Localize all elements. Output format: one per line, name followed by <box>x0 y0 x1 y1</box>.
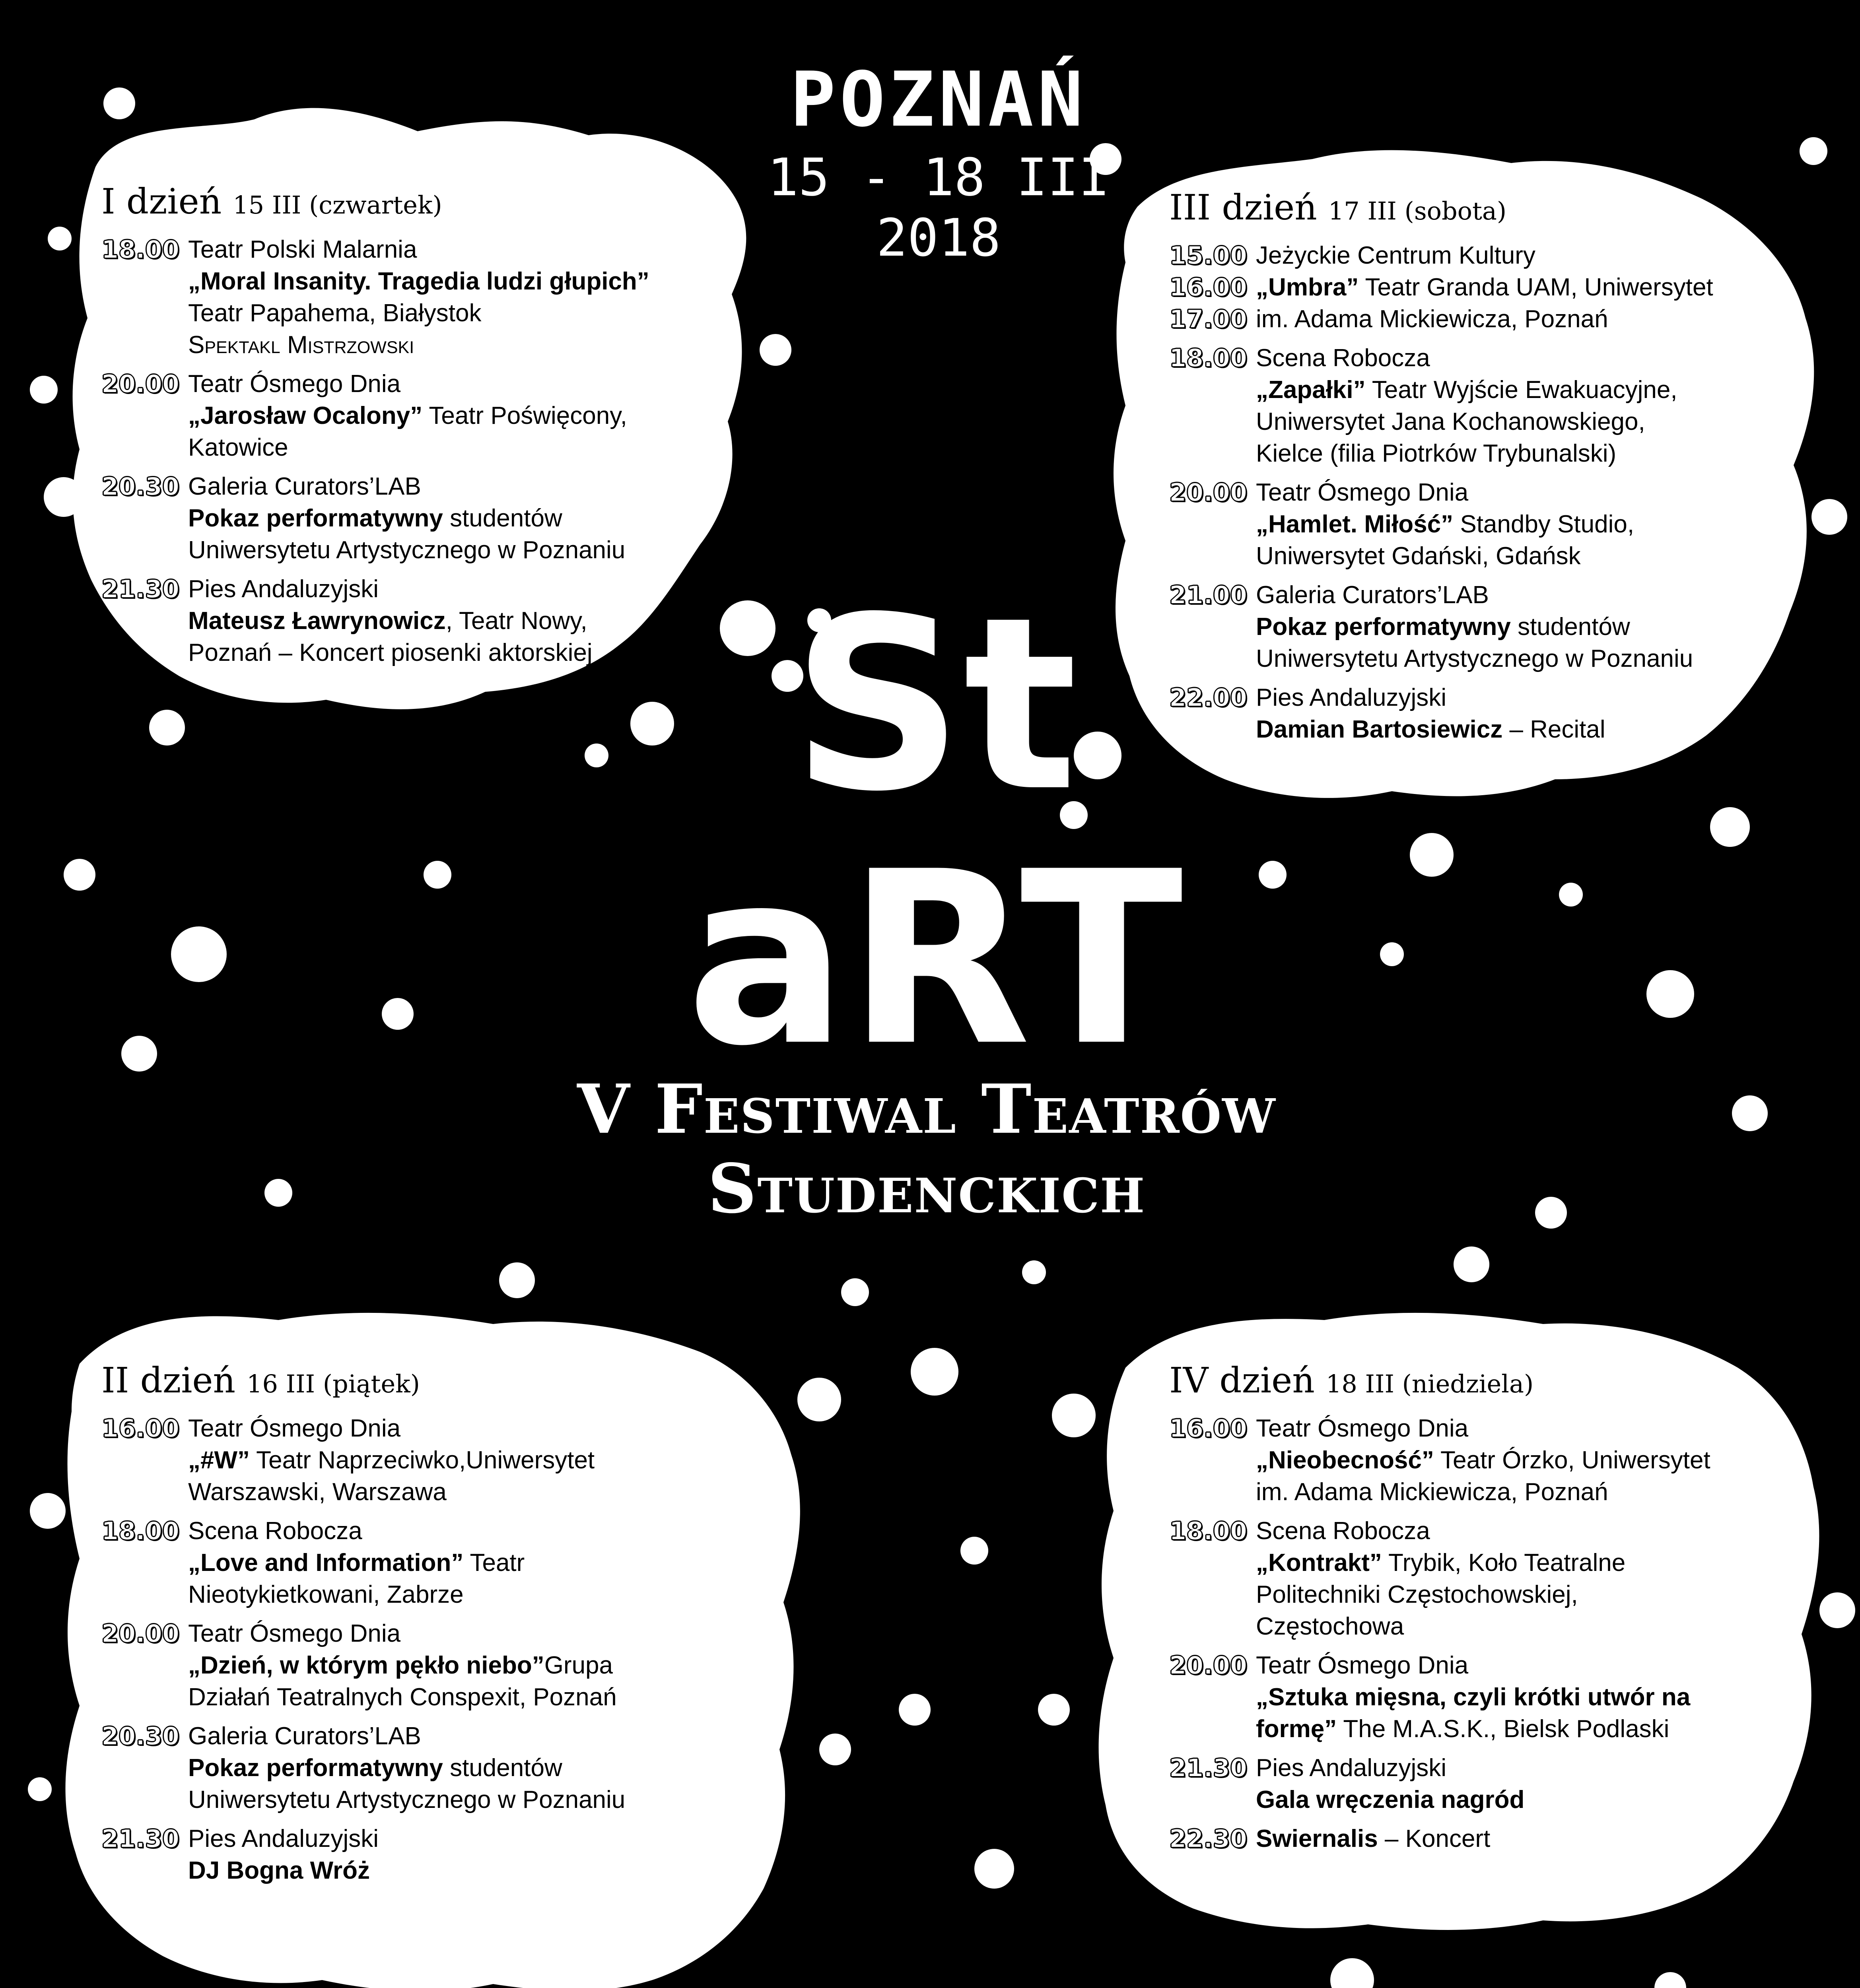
event-time: 21.30 <box>101 1824 180 1853</box>
event-venue: Teatr Ósmego Dnia <box>188 1415 401 1442</box>
event-venue: Pies Andaluzyjski <box>1256 1754 1447 1782</box>
day-title: II dzień <box>101 1360 236 1401</box>
event-title: „#W” <box>188 1446 250 1474</box>
event-venue: Scena Robocza <box>1256 344 1430 372</box>
event-city: Uniwersytetu Artystycznego w Poznaniu <box>1256 645 1693 672</box>
event-time: 21.00 <box>1169 580 1248 610</box>
logo-line1: St <box>791 566 1078 844</box>
event-city: im. Adama Mickiewicza, Poznań <box>1256 305 1608 333</box>
event-time: 16.00 <box>1169 273 1248 302</box>
event-time: 20.00 <box>1169 478 1248 507</box>
event-title: Damian Bartosiewicz <box>1256 716 1503 743</box>
event <box>101 573 738 669</box>
event-city: Katowice <box>188 434 288 461</box>
event-title-cont: formę” <box>1256 1715 1337 1743</box>
festival-name: V Festiwal Teatrów Studenckich <box>577 1070 1276 1229</box>
event-title: Pokaz performatywny <box>188 1754 443 1782</box>
event <box>1169 1752 1806 1816</box>
event-time: 20.30 <box>101 1722 180 1751</box>
start-logo <box>686 565 1183 1098</box>
event-city: Uniwersytet Gdański, Gdańsk <box>1256 542 1581 570</box>
festival-dates: 15 - 18 III 2018 <box>767 147 1110 268</box>
day-1-schedule <box>101 181 738 676</box>
event <box>101 234 738 361</box>
event-venue: Scena Robocza <box>188 1517 362 1545</box>
event-time: 21.30 <box>101 575 180 604</box>
event-time: 20.00 <box>1169 1651 1248 1680</box>
event <box>1169 1413 1806 1508</box>
event-group: Teatr Órzko, Uniwersytet <box>1434 1446 1710 1474</box>
day-subtitle: 17 III (sobota) <box>1328 196 1507 225</box>
day-subtitle: 16 III (piątek) <box>247 1369 420 1398</box>
day-title: III dzień <box>1169 187 1317 228</box>
event-title: „Moral Insanity. Tragedia ludzi głupich” <box>188 268 649 295</box>
event <box>1169 579 1806 675</box>
event-group: studentów <box>443 505 562 532</box>
event <box>1169 1650 1806 1745</box>
event-group: The M.A.S.K., Bielsk Podlaski <box>1337 1715 1670 1743</box>
day-title: I dzień <box>101 181 222 222</box>
event <box>1169 477 1806 572</box>
event-time: 16.00 <box>101 1414 180 1443</box>
event-time: 18.00 <box>1169 1516 1248 1545</box>
event-title: DJ Bogna Wróż <box>188 1857 370 1884</box>
event-title: „Hamlet. Miłość” <box>1256 511 1454 538</box>
day-3-schedule <box>1169 187 1806 753</box>
event-title: Swiernalis <box>1256 1825 1378 1852</box>
event-venue: Teatr Ósmego Dnia <box>1256 479 1469 506</box>
event-title: „Jarosław Ocalony” <box>188 402 423 429</box>
event-venue: Galeria Curators’LAB <box>188 473 421 500</box>
day-1-heading <box>101 181 738 222</box>
event <box>101 1618 738 1713</box>
day-4-schedule <box>1169 1360 1806 1862</box>
event-city: Działań Teatralnych Conspexit, Poznań <box>188 1683 617 1711</box>
event <box>101 1515 738 1611</box>
event-venue: Pies Andaluzyjski <box>1256 684 1447 711</box>
event-venue: Galeria Curators’LAB <box>188 1722 421 1750</box>
event-time: 18.00 <box>101 235 180 264</box>
event-group: Teatr Granda UAM, Uniwersytet <box>1359 274 1713 301</box>
event-title: „Nieobecność” <box>1256 1446 1434 1474</box>
day-2-schedule <box>101 1360 738 1894</box>
event-group: – Koncert <box>1378 1825 1491 1852</box>
event-city: Częstochowa <box>1256 1613 1404 1640</box>
event <box>101 1413 738 1508</box>
day-3-heading <box>1169 187 1806 228</box>
event-time: 15.00 <box>1169 241 1248 270</box>
event-title: „Dzień, w którym pękło niebo” <box>188 1652 544 1679</box>
event-time: 18.00 <box>101 1516 180 1545</box>
event-time: 18.00 <box>1169 344 1248 373</box>
event-city: Nieotykietkowani, Zabrze <box>188 1581 464 1608</box>
event-time: 17.00 <box>1169 305 1248 334</box>
logo-line2: aRT <box>686 820 1183 1098</box>
event-time: 20.00 <box>101 1619 180 1648</box>
event-group: Teatr <box>463 1549 525 1576</box>
event <box>1169 240 1806 335</box>
event-city: Uniwersytetu Artystycznego w Poznaniu <box>188 1786 626 1813</box>
event-group: Teatr Papahema, Białystok <box>188 299 482 327</box>
day-subtitle: 15 III (czwartek) <box>233 190 442 219</box>
event-group: , Teatr Nowy, <box>445 607 587 635</box>
event-university: Uniwersytet Jana Kochanowskiego, <box>1256 408 1645 435</box>
event <box>101 368 738 464</box>
event-venue: Teatr Ósmego Dnia <box>188 1620 401 1647</box>
event-times <box>1169 240 1256 335</box>
event <box>1169 1515 1806 1642</box>
event-title: Mateusz Ławrynowicz <box>188 607 446 635</box>
event-venue: Pies Andaluzyjski <box>188 575 379 603</box>
event-title: Pokaz performatywny <box>188 505 443 532</box>
event-group: Grupa <box>544 1652 613 1679</box>
event-city: Poznań – Koncert piosenki aktorskiej <box>188 639 593 666</box>
event-title: „Love and Information” <box>188 1549 464 1576</box>
event-group: Trybik, Koło Teatralne <box>1382 1549 1626 1576</box>
event-city: im. Adama Mickiewicza, Poznań <box>1256 1478 1608 1506</box>
event <box>1169 682 1806 746</box>
event-title: „Zapałki” <box>1256 376 1366 404</box>
event-venue: Teatr Ósmego Dnia <box>1256 1652 1469 1679</box>
event <box>101 1823 738 1887</box>
event-title: „Umbra” <box>1256 274 1359 301</box>
event <box>1169 342 1806 470</box>
event-time: 21.30 <box>1169 1753 1248 1782</box>
event-title: „Sztuka mięsna, czyli krótki utwór na <box>1256 1683 1691 1711</box>
event-city: Uniwersytetu Artystycznego w Poznaniu <box>188 536 626 564</box>
event-university: Politechniki Częstochowskiej, <box>1256 1581 1578 1608</box>
event-venue: Scena Robocza <box>1256 1517 1430 1545</box>
event-title: Gala wręczenia nagród <box>1256 1786 1525 1813</box>
day-2-heading <box>101 1360 738 1401</box>
event-venue: Galeria Curators’LAB <box>1256 581 1489 609</box>
event-title: Pokaz performatywny <box>1256 613 1511 641</box>
event <box>1169 1823 1806 1855</box>
event-city: Warszawski, Warszawa <box>188 1478 447 1506</box>
event-venue: Teatr Ósmego Dnia <box>1256 1415 1469 1442</box>
event-group: Teatr Naprzeciwko,Uniwersytet <box>250 1446 595 1474</box>
event-time: 22.30 <box>1169 1824 1248 1853</box>
event-venue: Pies Andaluzyjski <box>188 1825 379 1852</box>
event-title: „Kontrakt” <box>1256 1549 1382 1576</box>
city-title: POZNAŃ <box>790 56 1087 144</box>
event-city: Kielce (filia Piotrków Trybunalski) <box>1256 440 1617 467</box>
event <box>101 471 738 566</box>
day-4-heading <box>1169 1360 1806 1401</box>
event-time: 22.00 <box>1169 683 1248 712</box>
event-note: Spektakl Mistrzowski <box>188 331 414 359</box>
event-group: Teatr Poświęcony, <box>422 402 627 429</box>
event-group: Teatr Wyjście Ewakuacyjne, <box>1365 376 1677 404</box>
event-time: 16.00 <box>1169 1414 1248 1443</box>
event-group: – Recital <box>1502 716 1605 743</box>
event-group: studentów <box>443 1754 562 1782</box>
event-group: studentów <box>1510 613 1630 641</box>
day-subtitle: 18 III (niedziela) <box>1326 1369 1534 1398</box>
event-venue: Teatr Ósmego Dnia <box>188 370 401 398</box>
event-time: 20.30 <box>101 472 180 501</box>
event-venue: Jeżyckie Centrum Kultury <box>1256 242 1535 269</box>
event-group: Standby Studio, <box>1453 511 1635 538</box>
event <box>101 1720 738 1816</box>
event-time: 20.00 <box>101 369 180 398</box>
day-title: IV dzień <box>1169 1360 1315 1401</box>
event-venue: Teatr Polski Malarnia <box>188 236 417 263</box>
